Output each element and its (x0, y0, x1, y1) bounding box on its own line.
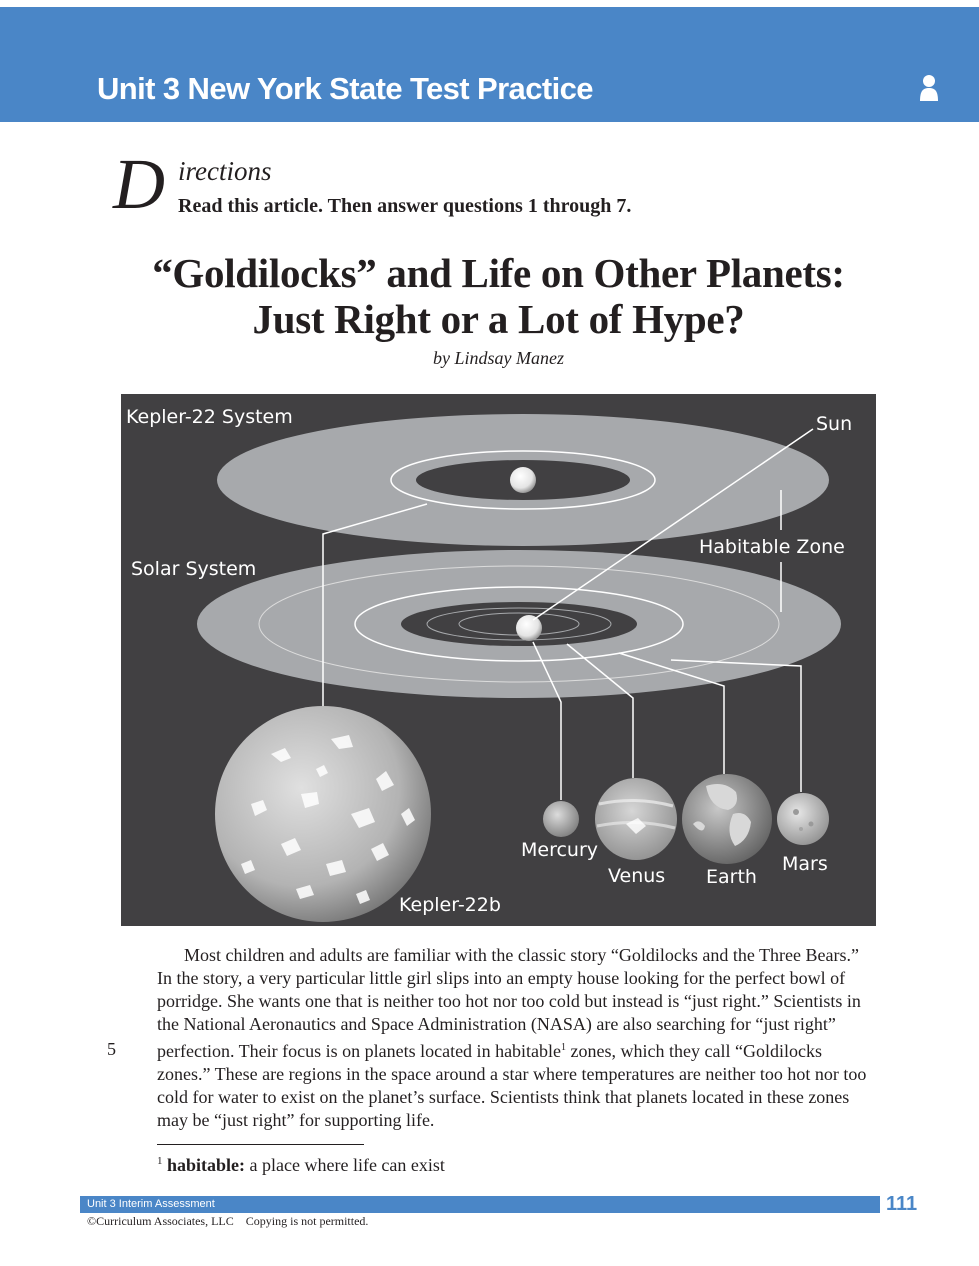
directions-drop-cap: D (113, 144, 165, 224)
copyright: ©Curriculum Associates, LLC Copying is not permitted. (87, 1214, 369, 1228)
sun-label: Sun (816, 413, 853, 435)
article-title-line1: “Goldilocks” and Life on Other Planets: (152, 250, 845, 296)
directions-heading: irections (178, 156, 272, 186)
article-title (0, 250, 979, 342)
mars-label: Mars (782, 853, 828, 875)
article-paragraph (157, 944, 877, 1132)
footnote-ref: 1 (561, 1042, 567, 1053)
line-number: 5 (107, 1039, 116, 1059)
footnote-definition: a place where life can exist (245, 1155, 445, 1175)
kepler-22b-planet (215, 706, 431, 922)
person-icon (918, 74, 940, 102)
article-body (157, 944, 877, 1132)
sun (516, 615, 542, 641)
solar-system-disk (197, 550, 841, 698)
venus-label: Venus (608, 865, 666, 887)
footer-label: Unit 3 Interim Assessment (87, 1198, 215, 1210)
kepler-system-label: Kepler-22 System (126, 406, 293, 428)
earth-label: Earth (706, 866, 757, 888)
mercury-planet (543, 801, 579, 837)
article-title-line2: Just Right or a Lot of Hype? (252, 296, 745, 342)
kepler-22b-label: Kepler-22b (399, 894, 501, 916)
footnote-divider (157, 1144, 364, 1145)
paragraph-part2: zones, which they call “Goldilocks zones.” These are regions in the space around a star where temperatures are neither too hot nor too cold for water to exist on the planet’s surface. Scientists think that planets located in these zones may be “just right” for supporting life. (157, 1041, 867, 1130)
habitable-zone-label: Habitable Zone (699, 536, 845, 558)
mars-planet (777, 793, 829, 845)
planet-diagram (121, 394, 876, 926)
footnote-term: habitable: (167, 1155, 246, 1175)
kepler-star (510, 467, 536, 493)
earth-planet (682, 774, 772, 864)
byline: by Lindsay Manez (433, 348, 564, 368)
footnote (157, 1150, 445, 1177)
mercury-label: Mercury (521, 839, 599, 861)
venus-planet (595, 778, 677, 860)
paragraph-part1: Most children and adults are familiar with the classic story “Goldilocks and the Three Bears.” In the story, a very particular little girl slips into an empty house looking for the perfect bowl of porridge. She wants one that is neither too hot nor too cold but instead is “just right.” Scientists in the National Aeronautics and Space Administration (NASA) are also searching for “just right” perfection. Their focus is on planets located in habitable (157, 945, 861, 1061)
directions-text: Read this article. Then answer questions 1 through 7. (178, 195, 632, 217)
solar-system-label: Solar System (131, 558, 257, 580)
unit-title: Unit 3 New York State Test Practice (97, 71, 593, 106)
footnote-number: 1 (157, 1155, 163, 1167)
page-number: 111 (886, 1193, 918, 1215)
